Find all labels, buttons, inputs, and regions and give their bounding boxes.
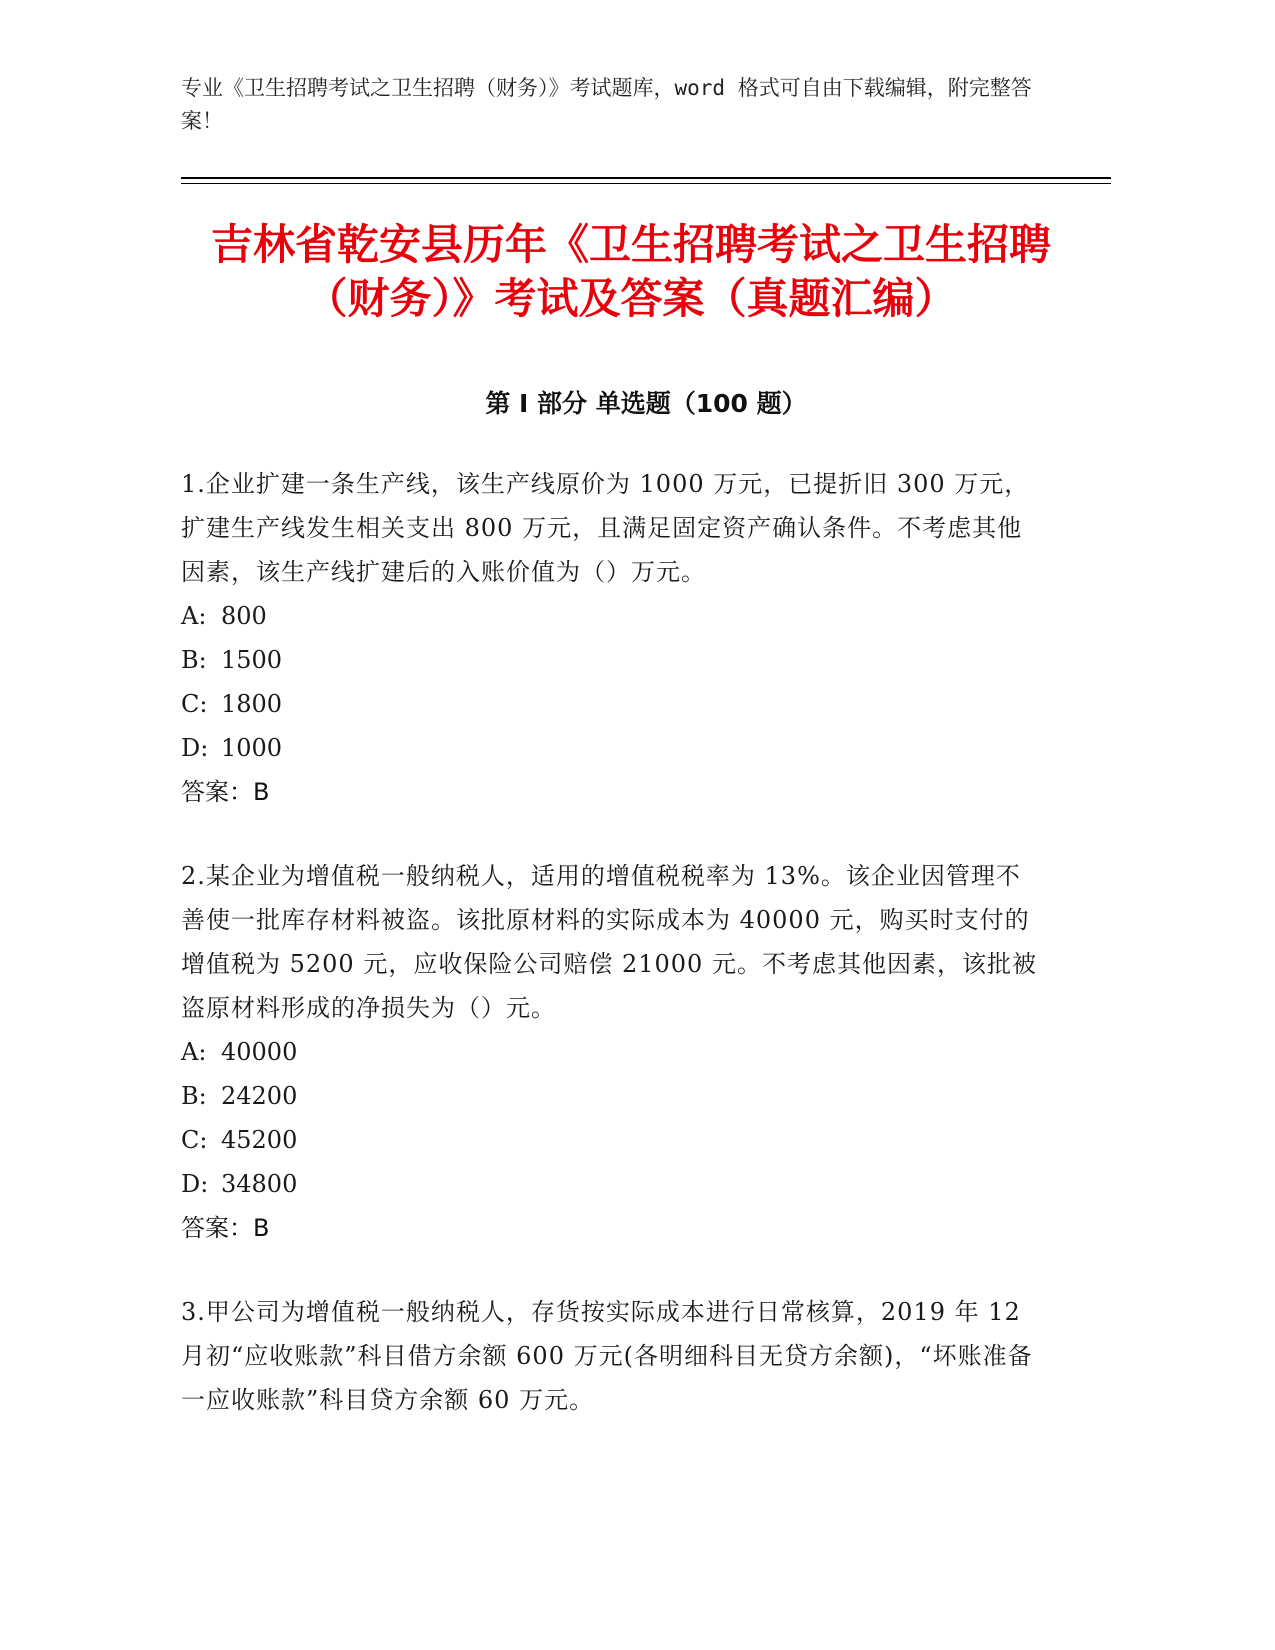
option-d [181,1162,1041,1206]
question-3 [181,1290,1041,1422]
answer-line: 答案：B [181,1214,270,1242]
header-note: 专业《卫生招聘考试之卫生招聘（财务）》考试题库，word 格式可自由下载编辑，附完整答案！ [181,76,1032,133]
section-heading: 第 I 部分 单选题（100 题） [485,389,807,418]
question-stem: 1.企业扩建一条生产线，该生产线原价为 1000 万元，已提折旧 300 万元，扩建生产线发生相关支出 800 万元，且满足固定资产确认条件。不考虑其他因素，该生产线扩建后的入账价值为（）万元。 [181,470,1030,586]
option-letter: B: [181,1082,207,1110]
option-text: 34800 [221,1170,298,1198]
option-letter: D: [181,734,209,762]
option-letter: C: [181,1126,208,1154]
question-stem: 2.某企业为增值税一般纳税人，适用的增值税税率为 13%。该企业因管理不善使一批库存材料被盗。该批原材料的实际成本为 40000 元，购买时支付的增值税为 5200 元，应收保险公司赔偿 21000 元。不考虑其他因素，该批被盗原材料形成的净损失为（）元。 [181,862,1037,1022]
option-c [181,1118,1041,1162]
option-a [181,594,1041,638]
option-letter: D: [181,1170,209,1198]
option-c [181,682,1041,726]
option-letter: A: [181,602,207,630]
answer-line: 答案：B [181,778,270,806]
option-text: 800 [221,602,267,630]
option-text: 1800 [221,690,283,718]
option-letter: A: [181,1038,207,1066]
document-title: 吉林省乾安县历年《卫生招聘考试之卫生招聘（财务）》考试及答案（真题汇编） [210,220,1051,323]
option-text: 1500 [221,646,283,674]
header-divider [181,177,1111,179]
option-b [181,1074,1041,1118]
option-b [181,638,1041,682]
option-a [181,1030,1041,1074]
option-text: 45200 [221,1126,298,1154]
option-text: 1000 [221,734,283,762]
question-list [181,462,1041,1462]
header-divider-thin [181,183,1111,184]
option-text: 24200 [221,1082,298,1110]
question-stem: 3.甲公司为增值税一般纳税人，存货按实际成本进行日常核算，2019 年 12 月初“应收账款”科目借方余额 600 万元(各明细科目无贷方余额)，“坏账准备一应收账款”科目贷方余额 60 万元。 [181,1298,1033,1414]
option-letter: C: [181,690,208,718]
question-2 [181,854,1041,1250]
option-letter: B: [181,646,207,674]
question-1 [181,462,1041,814]
option-text: 40000 [221,1038,298,1066]
option-d [181,726,1041,770]
